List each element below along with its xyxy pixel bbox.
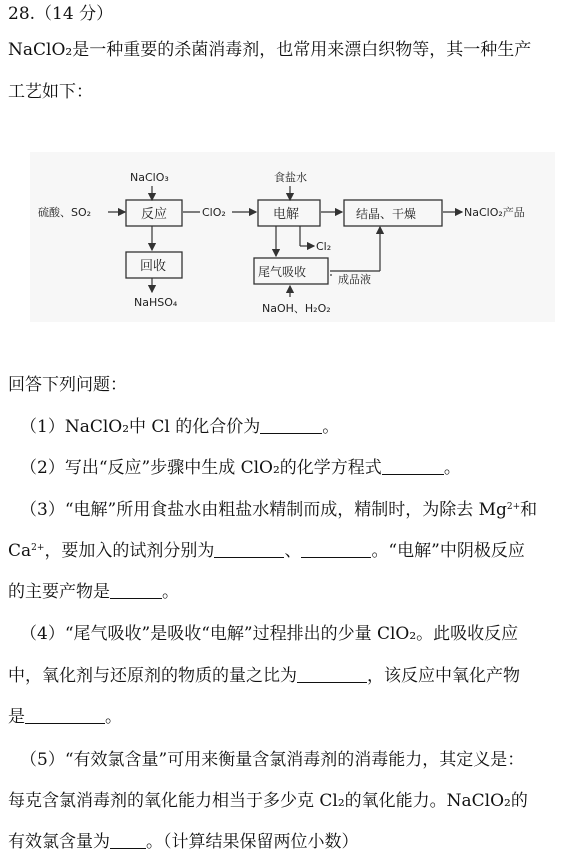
- q3-answer-blank-1[interactable]: [214, 541, 284, 558]
- naoh-h2o2-label: NaOH、H₂O₂: [262, 302, 331, 315]
- cl2-label: Cl₂: [316, 240, 332, 253]
- q4-answer-blank-2[interactable]: [25, 707, 105, 724]
- box-recovery-label: 回收: [140, 259, 167, 274]
- question-3-line-3: [8, 580, 179, 604]
- q3-text-g: 的主要产物是: [8, 582, 110, 602]
- question-3-line-2: [8, 539, 525, 563]
- q4-end: 。: [105, 707, 122, 727]
- question-5-line-2: 每克含氯消毒剂的氧化能力相当于多少克 Cl₂的氧化能力。NaClO₂的: [8, 791, 528, 811]
- question-5-line-1: （5）“有效氯含量”可用来衡量含氯消毒剂的消毒能力，其定义是：: [20, 750, 525, 770]
- q3-answer-blank-3[interactable]: [110, 582, 162, 599]
- q2-end: 。: [443, 458, 461, 478]
- input-naclo3-label: NaClO₃: [130, 171, 169, 184]
- q1-end: 。: [322, 417, 340, 437]
- nahso4-label: NaHSO₄: [134, 296, 178, 309]
- finished-liquid-label: 成品液: [338, 273, 371, 286]
- intro-line-2: 工艺如下：: [8, 82, 93, 102]
- input-acid-so2-label: 硫酸、SO₂: [38, 206, 92, 219]
- clo2-label: ClO₂: [202, 206, 226, 219]
- q2-answer-blank[interactable]: [382, 458, 444, 475]
- question-4-line-3: [8, 705, 122, 729]
- question-5-line-3: [8, 830, 359, 854]
- box-electrolysis-label: 电解: [273, 207, 300, 222]
- question-2: [20, 456, 461, 480]
- q4-text-c: ，该反应中氧化产物: [367, 666, 520, 686]
- q5-text-c: 有效氯含量为: [8, 832, 110, 852]
- q1-answer-blank[interactable]: [260, 417, 322, 434]
- answer-prompt: 回答下列问题：: [8, 375, 127, 395]
- question-4-line-1: （4）“尾气吸收”是吸收“电解”过程排出的少量 ClO₂。此吸收反应: [20, 624, 519, 644]
- q4-text-b: 中，氧化剂与还原剂的物质的量之比为: [8, 666, 297, 686]
- process-flow-diagram: [30, 152, 555, 322]
- question-number: 28.（14 分）: [8, 4, 114, 24]
- q3-text-d: ，要加入的试剂分别为: [44, 541, 215, 561]
- intro-line-1: NaClO₂是一种重要的杀菌消毒剂，也常用来漂白织物等，其一种生产: [8, 40, 532, 60]
- q3-text-a: （3）“电解”所用食盐水由粗盐水精制而成，精制时，为除去 Mg: [20, 500, 507, 520]
- box-tail-gas-label: 尾气吸收: [258, 265, 307, 279]
- q3-answer-blank-2[interactable]: [301, 541, 371, 558]
- box-reaction-label: 反应: [141, 207, 168, 222]
- q3-end: 。: [162, 582, 179, 602]
- q3-text-f: 。“电解”中阴极反应: [371, 541, 525, 561]
- q3-ca-charge: 2+: [31, 543, 45, 553]
- q3-sep: 、: [284, 541, 302, 561]
- question-1: [20, 415, 339, 439]
- product-label: NaClO₂产品: [464, 206, 525, 219]
- q4-text-d: 是: [8, 707, 25, 727]
- q5-answer-blank[interactable]: [110, 832, 146, 849]
- q5-text-d: 。（计算结果保留两位小数）: [146, 832, 359, 852]
- q3-text-b: 和: [520, 500, 538, 520]
- question-3-line-1: [20, 498, 537, 522]
- q3-ca: Ca: [8, 541, 32, 561]
- box-crystallize-dry-label: 结晶、干燥: [356, 207, 417, 221]
- q2-text: （2）写出“反应”步骤中生成 ClO₂的化学方程式: [20, 458, 382, 478]
- q1-text: （1）NaClO₂中 Cl 的化合价为: [20, 417, 261, 437]
- question-4-line-2: [8, 664, 520, 688]
- q4-answer-blank-1[interactable]: [297, 666, 367, 683]
- input-brine-label: 食盐水: [274, 171, 307, 184]
- q3-mg-charge: 2+: [506, 502, 521, 512]
